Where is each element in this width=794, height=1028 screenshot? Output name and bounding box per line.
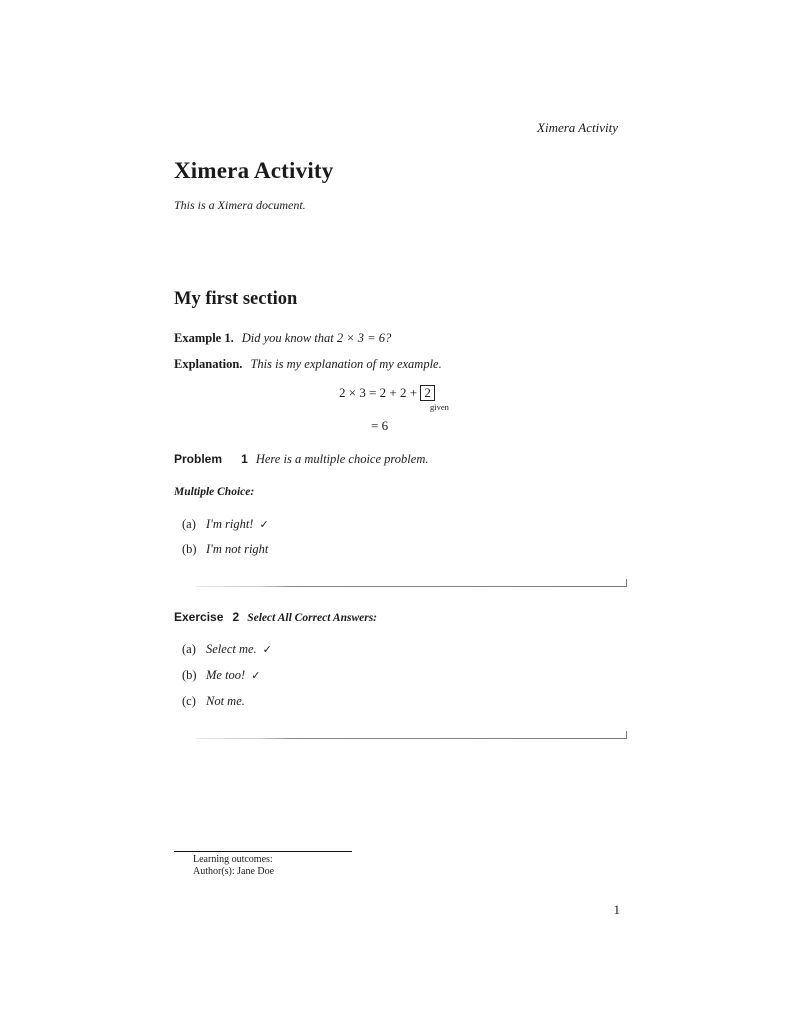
choice-marker: (a) — [182, 517, 196, 531]
exercise-end-rule — [196, 738, 627, 739]
footnote-rule — [174, 851, 352, 852]
math-boxed-value: 2 — [420, 385, 435, 401]
explanation-block — [174, 357, 442, 372]
math-lhs: 2 × 3 = 2 + 2 + — [339, 385, 421, 400]
exercise-header — [174, 610, 377, 625]
problem-end-rule — [196, 586, 627, 587]
example-label: Example 1. — [174, 331, 234, 345]
choice-text: Me too! — [206, 668, 246, 682]
select-choice-c[interactable] — [182, 694, 245, 709]
problem-text: Here is a multiple choice problem. — [255, 452, 429, 466]
document-abstract: This is a Ximera document. — [174, 198, 306, 212]
choice-text: I'm right! — [206, 517, 254, 531]
choice-text: Select me. — [206, 642, 257, 656]
choice-text: Not me. — [206, 694, 245, 708]
document-title: Ximera Activity — [174, 158, 334, 183]
choice-a[interactable] — [182, 517, 269, 532]
example-block — [174, 331, 391, 346]
exercise-number: 2 — [232, 610, 240, 624]
check-icon: ✓ — [259, 519, 269, 531]
select-all-heading: Select All Correct Answers: — [247, 612, 378, 624]
select-choice-a[interactable] — [182, 642, 272, 657]
select-choice-b[interactable] — [182, 668, 260, 683]
choice-marker: (b) — [182, 542, 197, 556]
page-number: 1 — [613, 902, 620, 917]
problem-label: Problem — [174, 452, 223, 466]
math-line-1 — [339, 385, 435, 401]
check-icon: ✓ — [251, 670, 261, 682]
exercise-end-tick — [626, 731, 627, 739]
check-icon: ✓ — [262, 644, 272, 656]
problem-number: 1 — [241, 452, 248, 466]
authors: Author(s): Jane Doe — [193, 866, 275, 877]
math-line-2: = 6 — [371, 418, 389, 433]
section-heading: My first section — [174, 289, 298, 309]
learning-outcomes: Learning outcomes: — [193, 854, 273, 865]
choice-marker: (c) — [182, 694, 196, 708]
math-box-caption: given — [430, 402, 449, 412]
exercise-label: Exercise — [174, 610, 224, 624]
choice-marker: (b) — [182, 668, 197, 682]
problem-header — [174, 452, 428, 467]
problem-end-tick — [626, 579, 627, 587]
running-header: Ximera Activity — [537, 120, 618, 135]
choice-b[interactable] — [182, 542, 268, 557]
explanation-label: Explanation. — [174, 357, 243, 371]
choice-text: I'm not right — [206, 542, 269, 556]
example-text: Did you know that 2 × 3 = 6? — [241, 331, 392, 345]
explanation-text: This is my explanation of my example. — [250, 357, 442, 371]
choice-marker: (a) — [182, 642, 196, 656]
multiple-choice-heading: Multiple Choice: — [174, 486, 255, 498]
